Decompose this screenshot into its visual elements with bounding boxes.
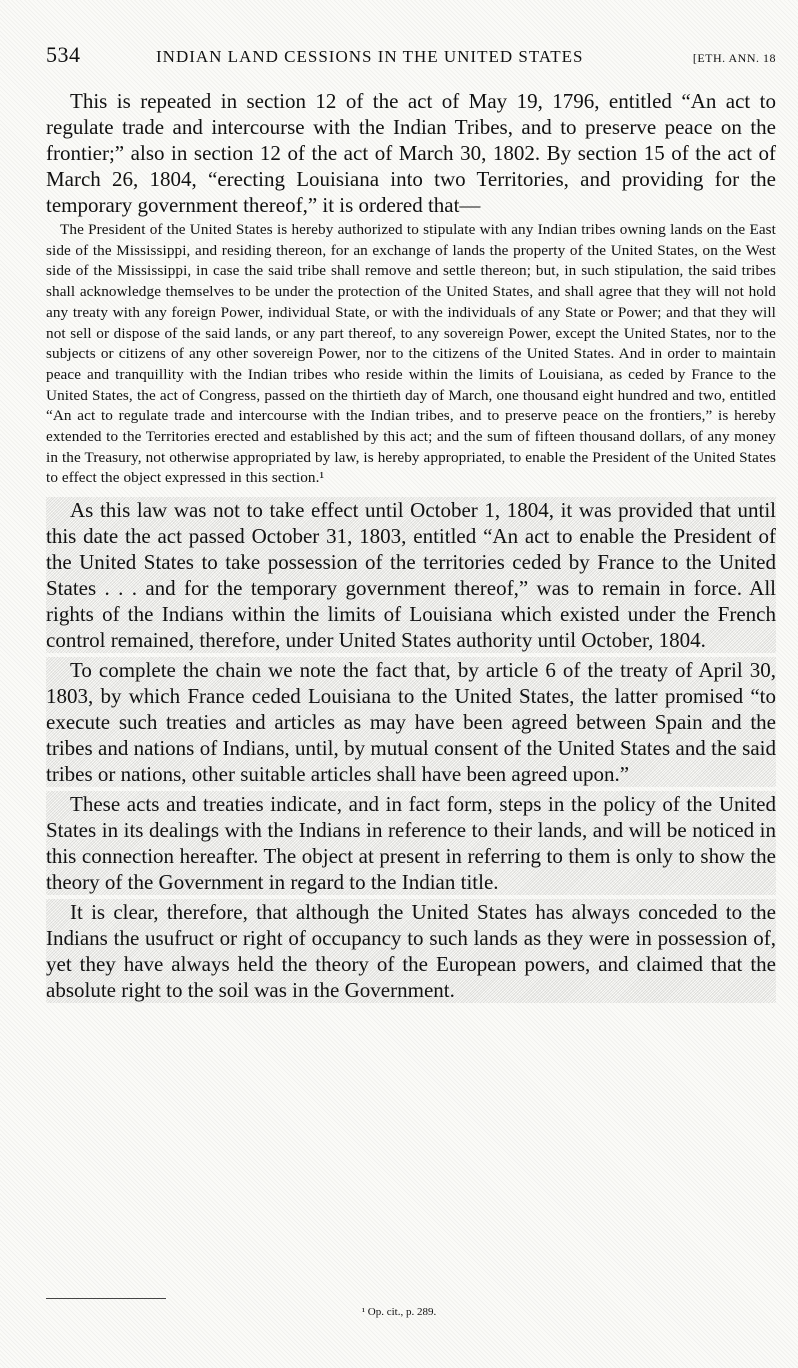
paragraph-conclusion: It is clear, therefore, that although the United States has always conceded to the Indians the usufruct or right of occupancy to such lands as they were in possession of, yet they have always held the theory of the European powers, and claimed that the absolute right to the soil was in the Government. xyxy=(46,900,776,1003)
paragraph-intro: This is repeated in section 12 of the act of May 19, 1796, entitled “An act to regulate trade and intercourse with the Indian Tribes, and to preserve peace on the frontier;” also in section 12 of the act of March 30, 1802. By section 15 of the act of March 26, 1804, “erecting Louisiana into two Territories, and providing for the temporary government thereof,” it is ordered that— xyxy=(46,89,776,217)
page-number: 534 xyxy=(46,42,81,67)
quoted-extract: The President of the United States is hereby authorized to stipulate with any Indian tribes owning lands on the East side of the Mississippi, and residing thereon, for an exchange of lands the property of the United States, on the West side of the Mississippi, in case the said tribe shall remove and settle thereon; but, in such stipulation, the said tribes shall acknowledge themselves to be under the protection of the United States, and shall agree that they will not hold any treaty with any foreign Power, individual State, or with the individuals of any State or Power; and that they will not sell or dispose of the said lands, or any part thereof, to any sovereign Power, except the United States, nor to the subjects or citizens of any other sovereign Power, nor to the citizens of the United States. And in order to maintain peace and tranquillity with the Indian tribes who reside within the limits of Louisiana, as ceded by France to the United States, the act of Congress, passed on the thirtieth day of March, one thousand eight hundred and two, entitled “An act to regulate trade and intercourse with the Indian tribes, and to preserve peace on the frontiers,” is hereby extended to the Territories erected and established by this act; and the sum of fifteen thousand dollars, of any money in the Treasury, not otherwise appropriated by law, is hereby appropriated, to enable the President of the United States to effect the object expressed in this section.¹ xyxy=(46,221,776,487)
paragraph-effective-date: As this law was not to take effect until October 1, 1804, it was provided that until this date the act passed October 31, 1803, entitled “An act to enable the President of the United States to take possession of the territories ceded by France to the United States . . . and for the temporary government thereof,” was to remain in force. All rights of the Indians within the limits of Louisiana which existed under the French control remained, therefore, under United States authority until October, 1804. xyxy=(46,498,776,653)
footnote: ¹ Op. cit., p. 289. xyxy=(361,1306,437,1318)
footnote-rule xyxy=(46,1298,166,1299)
paragraph-treaty-article: To complete the chain we note the fact that, by article 6 of the treaty of April 30, 1803, by which France ceded Louisiana to the United States, the latter promised “to execute such treaties and articles as may have been agreed between Spain and the tribes and nations of Indians, until, by mutual consent of the United States and the said tribes or nations, other suitable articles shall have been agreed upon.” xyxy=(46,658,776,787)
report-reference: [ETH. ANN. 18 xyxy=(692,51,776,65)
paragraph-policy: These acts and treaties indicate, and in fact form, steps in the policy of the United States in its dealings with the Indians in reference to their lands, and will be noticed in this connection hereafter. The object at present in referring to them is only to show the theory of the Government in regard to the Indian title. xyxy=(46,792,776,895)
running-head xyxy=(46,42,776,68)
main-text xyxy=(46,88,776,1003)
running-title: INDIAN LAND CESSIONS IN THE UNITED STATES xyxy=(156,47,584,66)
